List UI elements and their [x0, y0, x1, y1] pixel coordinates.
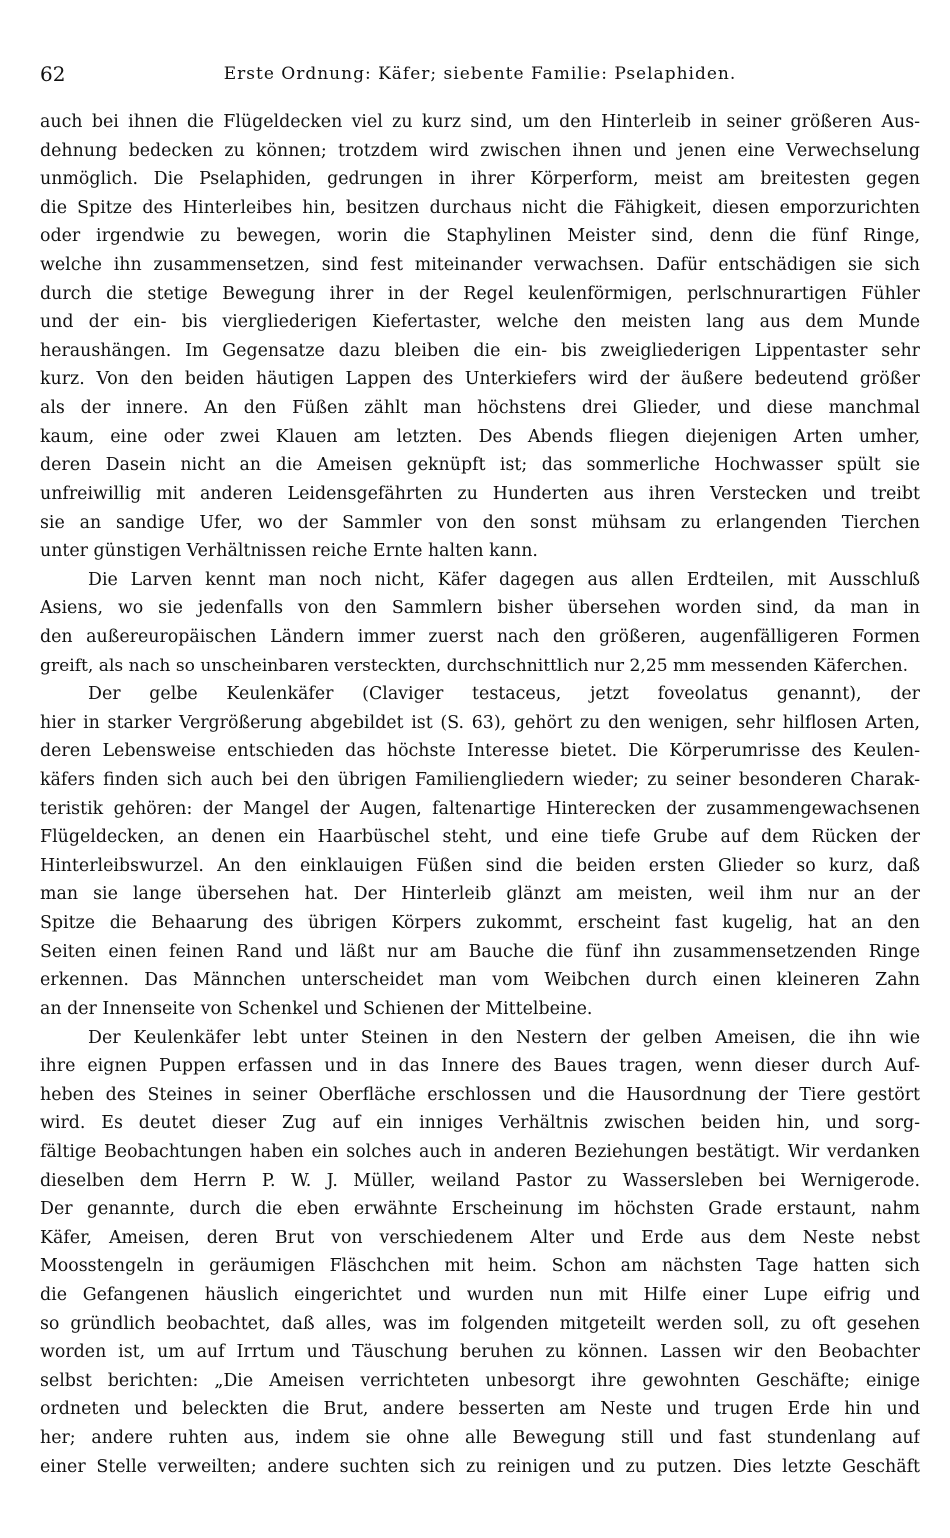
text-line: unmöglich. Die Pselaphiden, gedrungen in ihrer Körperform, meist am breitesten gegen	[40, 169, 920, 190]
text-line: selbst berichten: „Die Ameisen verrichteten unbesorgt ihre gewohnten Geschäfte; einige	[40, 1370, 920, 1391]
text-line: als der innere. An den Füßen zählt man höchstens drei Glieder, und diese manchmal	[40, 398, 920, 419]
text-line: an der Innenseite von Schenkel und Schienen der Mittelbeine.	[40, 998, 593, 1019]
text-line: deren Dasein nicht an die Ameisen geknüpft ist; das sommerliche Hochwasser spült sie	[40, 455, 920, 476]
text-line: unfreiwillig mit anderen Leidensgefährten zu Hunderten aus ihren Verstecken und treibt	[40, 483, 920, 504]
text-line: Die Larven kennt man noch nicht, Käfer dagegen aus allen Erdteilen, mit Ausschluß	[88, 569, 920, 590]
text-line: Käfer, Ameisen, deren Brut von verschiedenem Alter und Erde aus dem Neste nebst	[40, 1227, 920, 1248]
text-line: oder irgendwie zu bewegen, worin die Staphylinen Meister sind, denn die fünf Ringe,	[40, 226, 920, 247]
text-line: Der genannte, durch die eben erwähnte Erscheinung im höchsten Grade erstaunt, nahm	[40, 1199, 920, 1220]
text-line: wird. Es deutet dieser Zug auf ein inniges Verhältnis zwischen beiden hin, und sorg-	[40, 1113, 920, 1134]
text-line: Der Keulenkäfer lebt unter Steinen in den Nestern der gelben Ameisen, die ihn wie	[88, 1027, 920, 1048]
text-line: dehnung bedecken zu können; trotzdem wird zwischen ihnen und jenen eine Verwechselung	[40, 140, 920, 161]
text-line: und der ein- bis viergliederigen Kiefertaster, welche den meisten lang aus dem Munde	[40, 312, 920, 333]
text-line: worden ist, um auf Irrtum und Täuschung beruhen zu können. Lassen wir den Beobachter	[40, 1342, 920, 1363]
text-line: hier in starker Vergrößerung abgebildet ist (S. 63), gehört zu den wenigen, sehr hilflosen Arten,	[40, 712, 920, 733]
page-header	[40, 60, 920, 88]
text-line: die Gefangenen häuslich eingerichtet und wurden nun mit Hilfe einer Lupe eifrig und	[40, 1284, 920, 1305]
text-line: den außereuropäischen Ländern immer zuerst nach den größeren, augenfälligeren Formen	[40, 626, 920, 647]
paragraph	[40, 680, 920, 1023]
text-line: deren Lebensweise entschieden das höchste Interesse bietet. Die Körperumrisse des Keulen-	[40, 741, 920, 762]
text-line: auch bei ihnen die Flügeldecken viel zu kurz sind, um den Hinterleib in seiner größeren Aus-	[40, 112, 920, 132]
text-line: welche ihn zusammensetzen, sind fest miteinander verwachsen. Dafür entschädigen sie sich	[40, 255, 920, 276]
text-line: Seiten einen feinen Rand und läßt nur am Bauche die fünf ihn zusammensetzenden Ringe	[40, 941, 920, 962]
text-line: Der gelbe Keulenkäfer (Claviger testaceus, jetzt foveolatus genannt), der	[88, 684, 920, 705]
text-line: erkennen. Das Männchen unterscheidet man vom Weibchen durch einen kleineren Zahn	[40, 970, 920, 991]
text-line: die Spitze des Hinterleibes hin, besitzen durchaus nicht die Fähigkeit, diesen emporzurichten	[40, 197, 920, 218]
text-line: heben des Steines in seiner Oberfläche erschlossen und die Hausordnung der Tiere gestört	[40, 1084, 920, 1105]
text-line: Spitze die Behaarung des übrigen Körpers zukommt, erscheint fast kugelig, hat an den	[40, 913, 920, 934]
text-line: kaum, eine oder zwei Klauen am letzten. Des Abends fliegen diejenigen Arten umher,	[40, 426, 920, 447]
text-line: Asiens, wo sie jedenfalls von den Sammlern bisher übersehen worden sind, da man in	[40, 598, 920, 619]
body-text	[40, 108, 920, 1481]
paragraph	[40, 566, 920, 680]
text-line: sie an sandige Ufer, wo der Sammler von den sonst mühsam zu erlangenden Tierchen	[40, 512, 920, 533]
text-line: dieselben dem Herrn P. W. J. Müller, weiland Pastor zu Wassersleben bei Wernigerode.	[40, 1170, 920, 1191]
text-line: her; andere ruhten aus, indem sie ohne alle Bewegung still und fast stundenlang auf	[40, 1428, 920, 1449]
text-line: so gründlich beobachtet, daß alles, was im folgenden mitgeteilt werden soll, zu oft gesehen	[40, 1313, 920, 1334]
text-line: kurz. Von den beiden häutigen Lappen des Unterkiefers wird der äußere bedeutend größer	[40, 369, 920, 390]
text-line: einer Stelle verweilten; andere suchten sich zu reinigen und zu putzen. Dies letzte Geschäft	[40, 1456, 920, 1477]
text-line: Hinterleibswurzel. An den einklauigen Füßen sind die beiden ersten Glieder so kurz, daß	[40, 855, 920, 876]
text-line: durch die stetige Bewegung ihrer in der Regel keulenförmigen, perlschnurartigen Fühler	[40, 283, 920, 304]
running-head: Erste Ordnung: Käfer; siebente Familie: Pselaphiden.	[223, 64, 737, 84]
text-line: teristik gehören: der Mangel der Augen, faltenartige Hinterecken der zusammengewachsenen	[40, 798, 920, 819]
text-line: heraushängen. Im Gegensatze dazu bleiben die ein- bis zweigliederigen Lippentaster sehr	[40, 340, 920, 361]
text-line: fältige Beobachtungen haben ein solches auch in anderen Beziehungen bestätigt. Wir verdanken	[40, 1141, 920, 1162]
text-line: unter günstigen Verhältnissen reiche Ernte halten kann.	[40, 541, 538, 562]
text-line: man sie lange übersehen hat. Der Hinterleib glänzt am meisten, weil ihm nur an der	[40, 884, 920, 905]
text-line: ordneten und beleckten die Brut, andere besserten am Neste und trugen Erde hin und	[40, 1399, 920, 1420]
text-line: Flügeldecken, an denen ein Haarbüschel steht, und eine tiefe Grube auf dem Rücken der	[40, 827, 920, 848]
paragraph	[40, 1024, 920, 1482]
text-line: ihre eignen Puppen erfassen und in das Innere des Baues tragen, wenn dieser durch Auf-	[40, 1056, 920, 1077]
text-line: Moosstengeln in geräumigen Fläschchen mit heim. Schon am nächsten Tage hatten sich	[40, 1256, 920, 1277]
text-line: käfers finden sich auch bei den übrigen Familiengliedern wieder; zu seiner besonderen Charak-	[40, 770, 920, 791]
text-line: greift, als nach so unscheinbaren versteckten, durchschnittlich nur 2,25 mm messenden Käferchen.	[40, 655, 909, 676]
page-number: 62	[40, 62, 66, 86]
paragraph	[40, 108, 920, 566]
